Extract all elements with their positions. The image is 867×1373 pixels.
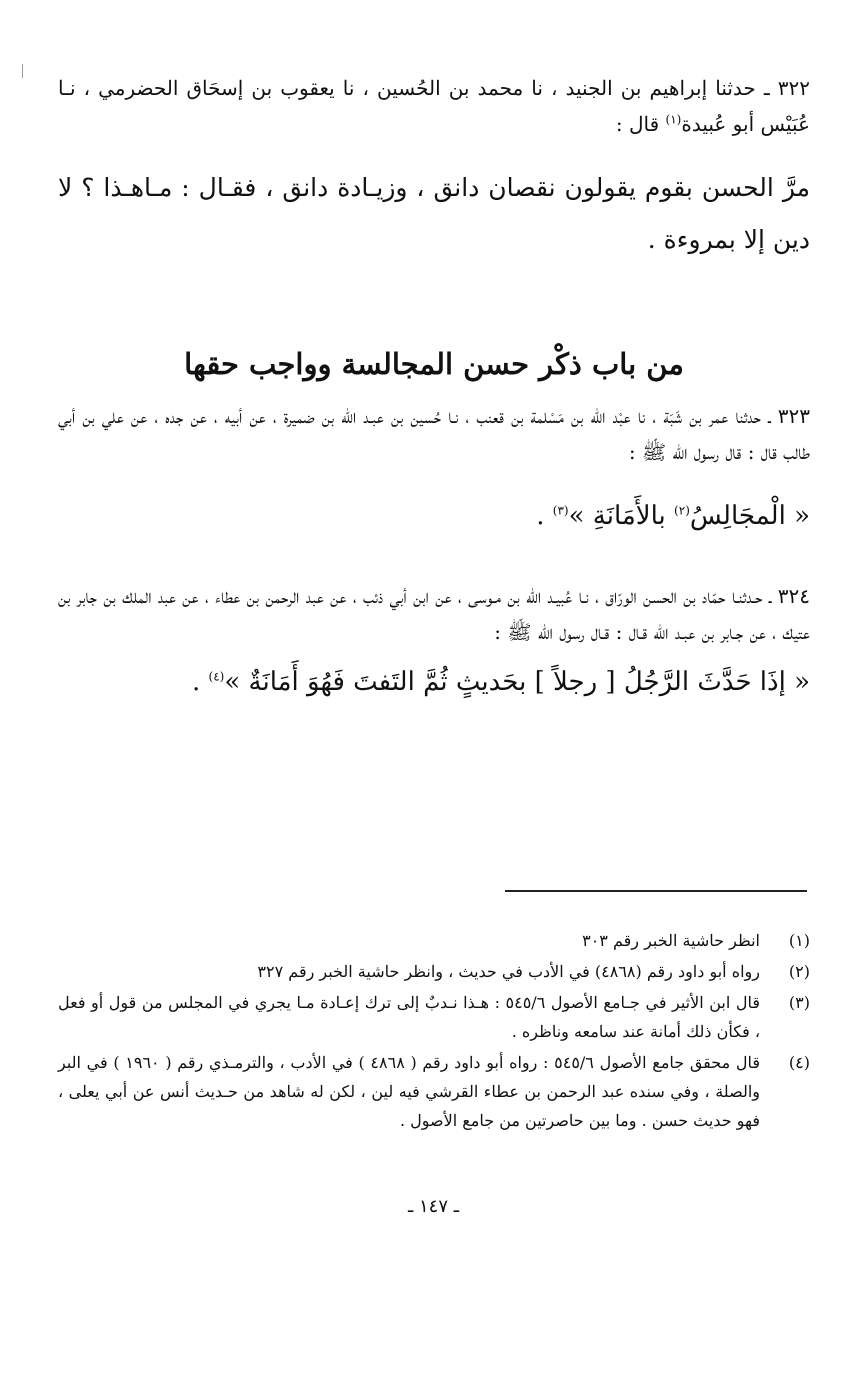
hadith-323-quote — [58, 490, 810, 542]
footnote-number: (١) — [788, 931, 810, 950]
footnote-3 — [58, 988, 810, 1046]
hadith-323-quote-mid: بالأَمَانَةِ » — [568, 501, 675, 531]
hadith-323-quote-end: . — [536, 501, 553, 531]
footnote-4 — [58, 1048, 810, 1135]
hadith-324-quote-main: « إذَا حَدَّثَ الرَّجُلُ [ رجلاً ] بحَديثٍ ثُمَّ التَفتَ فَهُوَ أَمَانَةٌ » — [224, 667, 810, 697]
footnote-divider — [505, 890, 807, 892]
footnote-text: قال ابن الأثير في جـامع الأصول ٥٤٥/٦ : هـذا نـدبٌ إلى ترك إعـادة مـا يجري في المجلس من قول أو فعل ، فكأن ذلك أمانة عند سامعه وناظره . — [58, 993, 761, 1041]
footnotes — [58, 926, 810, 1137]
section-heading: من باب ذكْر حسن المجالسة وواجب حقها — [184, 347, 684, 381]
margin-mark — [22, 64, 23, 78]
footnote-ref-1[interactable]: (١) — [665, 112, 682, 127]
hadith-322-text: مرَّ الحسن بقوم يقولون نقصان دانق ، وزيـادة دانق ، فقـال : مـاهـذا ؟ لا دين إلا بمروءة . — [58, 173, 810, 254]
footnote-2 — [58, 957, 810, 986]
hadith-322-isnad-end: قال : — [615, 112, 666, 136]
footnote-number: (٢) — [788, 962, 810, 981]
page-body — [58, 70, 810, 708]
hadith-324-quote-end: . — [192, 667, 209, 697]
footnote-ref-4[interactable]: (٤) — [208, 669, 225, 684]
footnote-ref-2[interactable]: (٢) — [674, 503, 690, 518]
footnote-1 — [58, 926, 810, 955]
hadith-322-isnad — [58, 70, 810, 142]
hadith-323-quote-open: « الْمجَالِسُ — [689, 501, 810, 531]
footnote-text: رواه أبو داود رقم (٤٨٦٨) في الأدب في حديث ، وانظر حاشية الخبر رقم ٣٢٧ — [257, 962, 760, 981]
footnote-text: انظر حاشية الخبر رقم ٣٠٣ — [582, 931, 760, 950]
footnote-number: (٤) — [788, 1053, 810, 1072]
page-number: ـ ١٤٧ ـ — [407, 1196, 459, 1217]
footnote-ref-3[interactable]: (٣) — [552, 503, 569, 518]
hadith-324-isnad: ٣٢٤ ـ حـدثنـا حمّاد بن الحسن الورّاق ، نـا عُبيـد الله بن مـوسى ، عن ابن أبي ذئب ، عن عبد الرحمن بن عطاء ، عن عبد الملك بن جابر بن عتيك ، عن جـابر بن عبـد الله قـال : قـال رسول الله ﷺ : — [58, 584, 810, 644]
footnote-text: قال محقق جامع الأصول ٥٤٥/٦ : رواه أبو داود رقم ( ٤٨٦٨ ) في الأدب ، والترمـذي رقم ( ١٩٦٠ ) في البر والصلة ، وفي سنده عبد الرحمن بن عطاء القرشي فيه لين ، لكن له شاهد من حـديث أنس عن أبي يعلى ، فهو حديث حسن . وما بين حاصرتين من جامع الأصول . — [58, 1053, 761, 1130]
hadith-324-quote — [58, 656, 810, 708]
hadith-322-isnad-text: ٣٢٢ ـ حدثنا إبراهيم بن الجنيد ، نا محمد بن الحُسين ، نا يعقوب بن إسحَاق الحضرمي ، نـا عُبَيْس أبو عُبيدة — [58, 76, 810, 136]
hadith-323-isnad: ٣٢٣ ـ حدثنا عمر بن شَبَة ، نا عبْد الله بن مَسْلمة بن قعنب ، نـا حُسين بن عبـد الله بن ضميرة ، عن أبيه ، عن جده ، عن علي بن أبي طالب قال : قال رسول الله ﷺ : — [58, 404, 810, 464]
footnote-number: (٣) — [788, 993, 810, 1012]
